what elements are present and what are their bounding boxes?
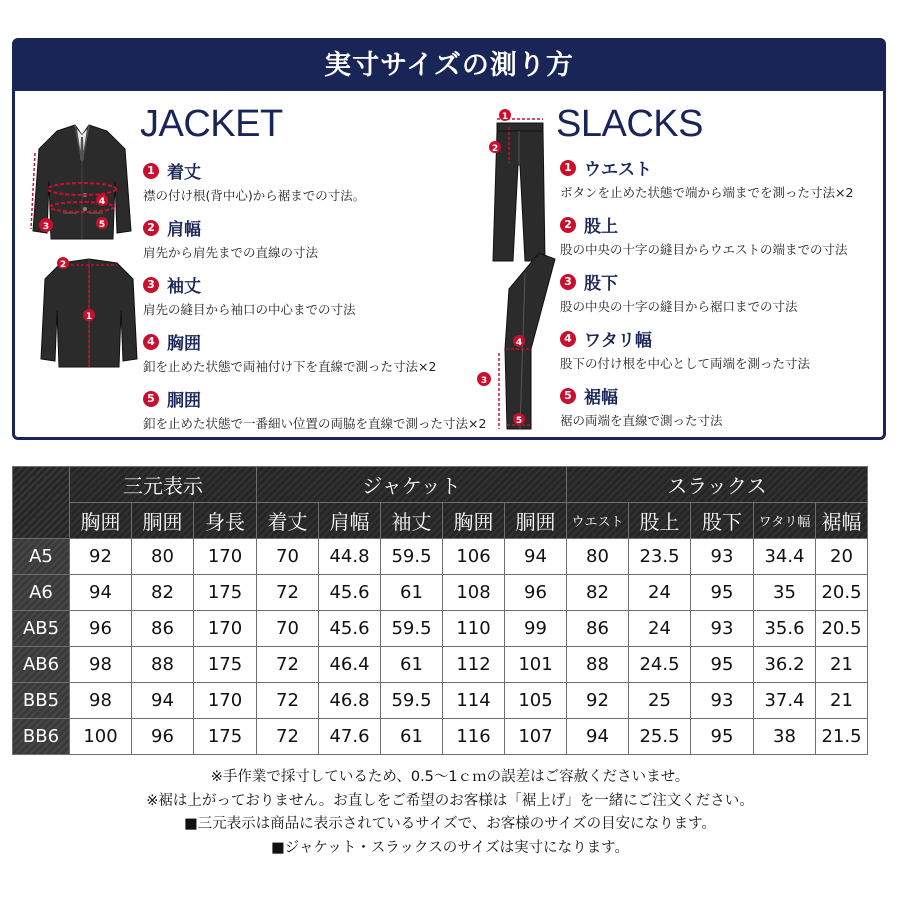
table-row (13, 719, 868, 755)
table-cell: 116 (443, 719, 505, 755)
table-cell: 70 (257, 539, 319, 575)
table-row (13, 575, 868, 611)
column-header: 裾幅 (816, 503, 868, 539)
table-cell: 20.5 (816, 611, 868, 647)
item-name: 裾幅 (584, 388, 618, 408)
item-number: 5 (143, 391, 159, 407)
table-cell: 88 (132, 647, 194, 683)
table-cell: 37.4 (754, 683, 816, 719)
table-cell: 59.5 (381, 611, 443, 647)
table-cell: 21.5 (816, 719, 868, 755)
table-cell: 45.6 (319, 575, 381, 611)
item-description: 釦を止めた状態で両袖付け下を直線で測った寸法×2 (143, 359, 437, 374)
note-line: ■三元表示は商品に表示されているサイズで、お客様のサイズの目安になります。 (184, 816, 716, 832)
table-cell: 175 (194, 647, 257, 683)
column-header: 股上 (629, 503, 691, 539)
item-name: 胸囲 (167, 334, 201, 354)
table-cell: 38 (754, 719, 816, 755)
item-description: 肩先の縫目から袖口の中心までの寸法 (143, 302, 356, 317)
column-header: 肩幅 (319, 503, 381, 539)
size-table (12, 466, 868, 755)
table-cell: 80 (132, 539, 194, 575)
measurement-guide (12, 38, 886, 440)
jacket-front-marker-3: 3 (42, 222, 50, 232)
column-header: 胴囲 (132, 503, 194, 539)
table-cell: 80 (567, 539, 629, 575)
table-cell: 35 (754, 575, 816, 611)
item-description: 股下の付け根を中心として両端を測った寸法 (560, 356, 811, 371)
slacks-front-illustration (483, 105, 555, 267)
slacks-side-marker-5: 5 (515, 416, 523, 426)
table-cell: 45.6 (319, 611, 381, 647)
item-number: 3 (560, 274, 576, 290)
table-cell: 94 (70, 575, 132, 611)
item-name: 肩幅 (167, 220, 201, 240)
table-cell: 112 (443, 647, 505, 683)
slacks-item-hem (560, 383, 723, 429)
table-corner (13, 467, 70, 539)
table-cell: 95 (691, 719, 754, 755)
table-row (13, 647, 868, 683)
jacket-back-marker-1: 1 (85, 312, 93, 322)
table-cell: 108 (443, 575, 505, 611)
table-cell: 82 (567, 575, 629, 611)
column-header: 袖丈 (381, 503, 443, 539)
note-line: ※手作業で採寸しているため、0.5〜1ｃｍの誤差はご容赦くださいませ。 (210, 769, 690, 785)
slacks-item-waist (560, 155, 853, 201)
slacks-item-rise (560, 212, 848, 258)
table-cell: 93 (691, 539, 754, 575)
table-cell: 23.5 (629, 539, 691, 575)
table-cell: 35.6 (754, 611, 816, 647)
column-header: 胸囲 (70, 503, 132, 539)
table-cell: 25.5 (629, 719, 691, 755)
table-cell: 96 (132, 719, 194, 755)
table-cell: 170 (194, 683, 257, 719)
slacks-title: SLACKS (556, 103, 703, 145)
item-description: ボタンを止めた状態で端から端までを測った寸法×2 (560, 185, 854, 200)
row-size-label: AB5 (13, 611, 70, 647)
table-cell: 21 (816, 647, 868, 683)
column-header: 着丈 (257, 503, 319, 539)
table-cell: 34.4 (754, 539, 816, 575)
table-cell: 44.8 (319, 539, 381, 575)
row-size-label: AB6 (13, 647, 70, 683)
table-cell: 96 (505, 575, 567, 611)
table-cell: 94 (567, 719, 629, 755)
notes (0, 766, 900, 860)
item-description: 襟の付け根(背中心)から裾までの寸法。 (143, 188, 366, 203)
table-row (13, 611, 868, 647)
jacket-front-marker-5: 5 (98, 220, 106, 230)
table-cell: 96 (70, 611, 132, 647)
table-cell: 175 (194, 719, 257, 755)
slacks-item-inseam (560, 269, 798, 315)
column-header: 身長 (194, 503, 257, 539)
note-line: ■ジャケット・スラックスのサイズは実寸になります。 (271, 839, 629, 856)
table-cell: 20.5 (816, 575, 868, 611)
table-cell: 21 (816, 683, 868, 719)
table-column-header-row (13, 503, 868, 539)
table-cell: 100 (70, 719, 132, 755)
table-cell: 25 (629, 683, 691, 719)
table-body (13, 539, 868, 755)
table-cell: 59.5 (381, 539, 443, 575)
jacket-item-shoulder (143, 215, 318, 261)
table-cell: 46.4 (319, 647, 381, 683)
item-description: 股の中央の十字の縫目から裾口までの寸法 (560, 299, 798, 314)
column-header: ワタリ幅 (754, 503, 816, 539)
table-cell: 46.8 (319, 683, 381, 719)
table-cell: 72 (257, 683, 319, 719)
item-number: 5 (560, 388, 576, 404)
item-number: 3 (143, 277, 159, 293)
slacks-side-marker-3: 3 (480, 376, 488, 386)
row-size-label: A5 (13, 539, 70, 575)
item-name: 股上 (584, 217, 618, 237)
table-cell: 94 (505, 539, 567, 575)
table-row (13, 683, 868, 719)
table-cell: 101 (505, 647, 567, 683)
table-cell: 47.6 (319, 719, 381, 755)
table-cell: 59.5 (381, 683, 443, 719)
jacket-item-waist (143, 386, 486, 432)
column-header: 胸囲 (443, 503, 505, 539)
table-cell: 70 (257, 611, 319, 647)
item-description: 股の中央の十字の縫目からウエストの端までの寸法 (560, 242, 848, 257)
table-cell: 107 (505, 719, 567, 755)
item-number: 2 (560, 217, 576, 233)
slacks-item-thigh (560, 326, 810, 372)
item-name: ウエスト (584, 160, 652, 180)
group-header-slacks: スラックス (567, 467, 868, 503)
table-cell: 61 (381, 647, 443, 683)
guide-title: 実寸サイズの測り方 (15, 41, 883, 91)
group-header-jacket: ジャケット (257, 467, 567, 503)
table-cell: 61 (381, 719, 443, 755)
item-number: 4 (560, 331, 576, 347)
slacks-front-marker-1: 1 (501, 112, 509, 122)
table-cell: 106 (443, 539, 505, 575)
item-number: 1 (560, 160, 576, 176)
table-group-header-row (13, 467, 868, 503)
column-header: 胴囲 (505, 503, 567, 539)
jacket-item-chest (143, 329, 436, 375)
table-cell: 82 (132, 575, 194, 611)
item-name: 袖丈 (167, 277, 201, 297)
item-name: 胴囲 (167, 391, 201, 411)
column-header: ウエスト (567, 503, 629, 539)
item-name: ワタリ幅 (584, 331, 652, 351)
table-cell: 105 (505, 683, 567, 719)
table-row (13, 539, 868, 575)
table-cell: 72 (257, 719, 319, 755)
table-cell: 72 (257, 647, 319, 683)
table-cell: 175 (194, 575, 257, 611)
table-cell: 24.5 (629, 647, 691, 683)
table-cell: 92 (70, 539, 132, 575)
group-header-sanmen: 三元表示 (70, 467, 257, 503)
table-cell: 170 (194, 539, 257, 575)
table-cell: 94 (132, 683, 194, 719)
table-cell: 110 (443, 611, 505, 647)
column-header: 股下 (691, 503, 754, 539)
item-description: 裾の両端を直線で測った寸法 (560, 413, 723, 428)
table-cell: 86 (132, 611, 194, 647)
item-description: 肩先から肩先までの直線の寸法 (143, 245, 319, 260)
item-number: 2 (143, 220, 159, 236)
table-cell: 36.2 (754, 647, 816, 683)
jacket-title: JACKET (140, 103, 283, 145)
table-cell: 88 (567, 647, 629, 683)
table-cell: 170 (194, 611, 257, 647)
table-cell: 86 (567, 611, 629, 647)
table-cell: 20 (816, 539, 868, 575)
table-cell: 93 (691, 683, 754, 719)
item-name: 着丈 (167, 163, 201, 183)
jacket-item-length (143, 158, 365, 204)
table-cell: 61 (381, 575, 443, 611)
slacks-front-marker-2: 2 (491, 144, 499, 154)
jacket-item-sleeve (143, 272, 356, 318)
jacket-front-illustration (27, 121, 137, 246)
table-cell: 72 (257, 575, 319, 611)
jacket-back-marker-2: 2 (59, 260, 67, 270)
item-description: 釦を止めた状態で一番細い位置の両脇を直線で測った寸法×2 (143, 416, 487, 431)
jacket-front-marker-4: 4 (98, 197, 106, 207)
table-cell: 98 (70, 683, 132, 719)
item-number: 1 (143, 163, 159, 179)
table-cell: 95 (691, 575, 754, 611)
item-number: 4 (143, 334, 159, 350)
table-cell: 98 (70, 647, 132, 683)
item-name: 股下 (584, 274, 618, 294)
table-cell: 93 (691, 611, 754, 647)
table-cell: 99 (505, 611, 567, 647)
table-cell: 114 (443, 683, 505, 719)
note-line: ※裾は上がっておりません。お直しをご希望のお客様は「裾上げ」を一緒にご注文ください。 (146, 792, 754, 809)
slacks-side-marker-4: 4 (515, 338, 523, 348)
table-cell: 24 (629, 575, 691, 611)
table-cell: 24 (629, 611, 691, 647)
slacks-side-illustration (465, 249, 560, 434)
jacket-back-illustration (39, 255, 139, 370)
row-size-label: A6 (13, 575, 70, 611)
table-cell: 92 (567, 683, 629, 719)
row-size-label: BB6 (13, 719, 70, 755)
row-size-label: BB5 (13, 683, 70, 719)
table-cell: 95 (691, 647, 754, 683)
